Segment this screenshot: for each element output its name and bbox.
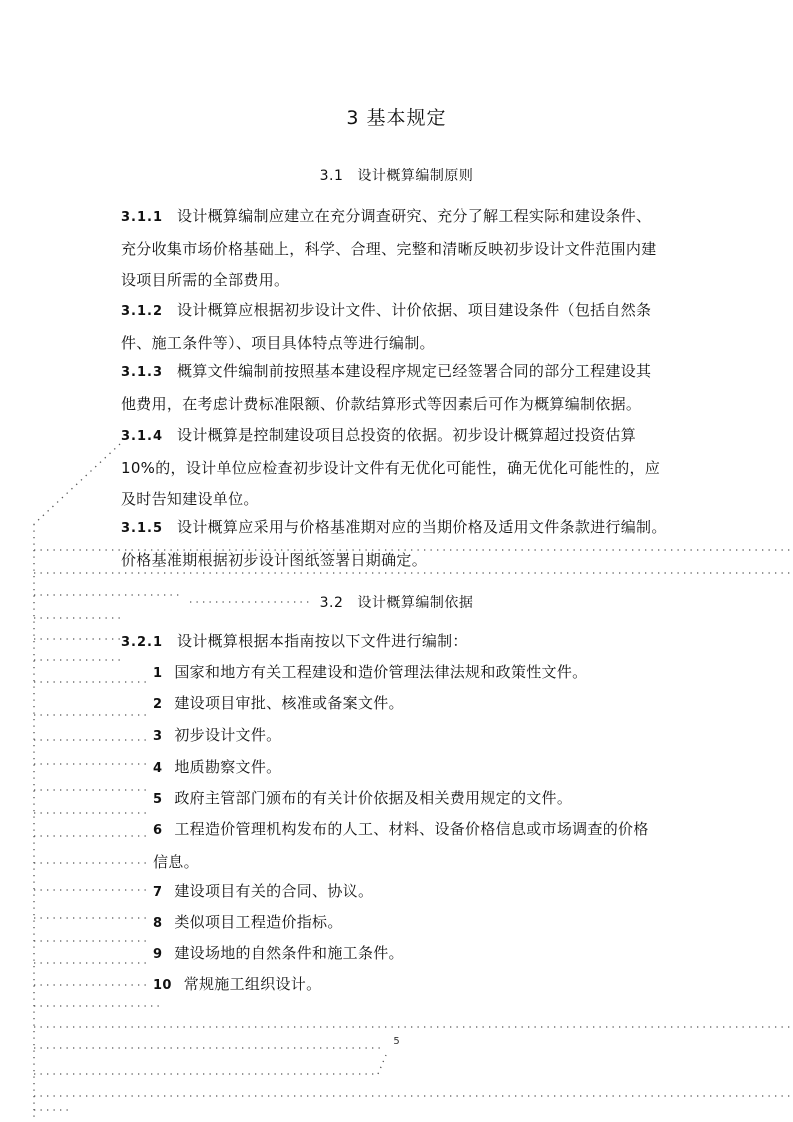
clause-3-1-2 [121, 295, 686, 359]
item-number: 5 [153, 792, 163, 807]
item-number: 6 [153, 823, 163, 838]
page-number: 5 [393, 1036, 400, 1047]
item-text: 信息。 [153, 852, 199, 871]
item-number: 3 [153, 729, 163, 744]
list-item [153, 814, 686, 878]
item-text: 初步设计文件。 [174, 726, 282, 744]
item-text: 政府主管部门颁布的有关计价依据及相关费用规定的文件。 [174, 789, 573, 807]
item-number: 4 [153, 761, 163, 776]
section-number: 3.1 [319, 168, 344, 184]
list-item [153, 783, 686, 816]
clause-number: 3.1.2 [121, 304, 164, 319]
clause-3-1-1 [121, 201, 686, 297]
item-text: 国家和地方有关工程建设和造价管理法律法规和政策性文件。 [174, 663, 588, 681]
item-text: 常规施工组织设计。 [183, 975, 322, 993]
clause-line: 概算文件编制前按照基本建设程序规定已经签署合同的部分工程建设其 [177, 362, 652, 380]
clause-line: 他费用，在考虑计费标准限额、价款结算形式等因素后可作为概算编制依据。 [121, 394, 642, 413]
clause-number: 3.1.4 [121, 429, 164, 444]
list-item [153, 876, 686, 909]
list-item [153, 969, 686, 1002]
item-number: 10 [153, 978, 172, 993]
list-item [153, 657, 686, 690]
clause-line: 10%的，设计单位应检查初步设计文件有无优化可能性，确无优化可能性的，应 [121, 458, 661, 477]
section-number: 3.2 [319, 595, 344, 611]
item-text: 类似项目工程造价指标。 [174, 913, 343, 931]
section-heading-3-2 [0, 592, 793, 612]
clause-line: 设计概算应采用与价格基准期对应的当期价格及适用文件条款进行编制。 [177, 518, 667, 536]
item-number: 2 [153, 697, 163, 712]
list-item [153, 907, 686, 940]
clause-number: 3.1.1 [121, 210, 164, 225]
clause-number: 3.1.3 [121, 365, 164, 380]
clause-line: 件、施工条件等）、项目具体特点等进行编制。 [121, 333, 435, 352]
clause-3-1-5 [121, 512, 686, 576]
item-text: 地质勘察文件。 [174, 758, 282, 776]
clause-line: 设计概算应根据初步设计文件、计价依据、项目建设条件（包括自然条 [177, 301, 652, 319]
list-item [153, 752, 686, 785]
chapter-title: 3 基本规定 [346, 107, 447, 129]
clause-line: 及时告知建设单位。 [121, 490, 259, 508]
list-item [153, 938, 686, 971]
clause-line: 设计概算根据本指南按以下文件进行编制： [177, 632, 468, 650]
clause-number: 3.1.5 [121, 521, 164, 536]
section-title: 设计概算编制依据 [357, 595, 474, 611]
clause-line: 价格基准期根据初步设计图纸签署日期确定。 [121, 550, 428, 569]
item-text: 建设项目审批、核准或备案文件。 [174, 694, 404, 712]
item-text: 工程造价管理机构发布的人工、材料、设备价格信息或市场调查的价格 [174, 820, 649, 838]
item-number: 9 [153, 947, 163, 962]
clause-number: 3.2.1 [121, 635, 164, 650]
item-number: 7 [153, 885, 163, 900]
clause-3-2-1 [121, 626, 686, 659]
item-number: 1 [153, 666, 163, 681]
section-title: 设计概算编制原则 [357, 168, 474, 184]
item-text: 建设场地的自然条件和施工条件。 [174, 944, 404, 962]
clause-3-1-3 [121, 356, 686, 420]
clause-line: 设计概算是控制建设项目总投资的依据。初步设计概算超过投资估算 [177, 426, 637, 444]
section-heading-3-1 [0, 165, 793, 185]
list-item [153, 688, 686, 721]
item-text: 建设项目有关的合同、协议。 [174, 882, 374, 900]
clause-3-1-4 [121, 420, 686, 516]
item-number: 8 [153, 916, 163, 931]
clause-line: 设项目所需的全部费用。 [121, 271, 290, 289]
clause-line: 设计概算编制应建立在充分调查研究、充分了解工程实际和建设条件、 [177, 207, 652, 225]
list-item [153, 720, 686, 753]
clause-line: 充分收集市场价格基础上，科学、合理、完整和清晰反映初步设计文件范围内建 [121, 239, 657, 258]
